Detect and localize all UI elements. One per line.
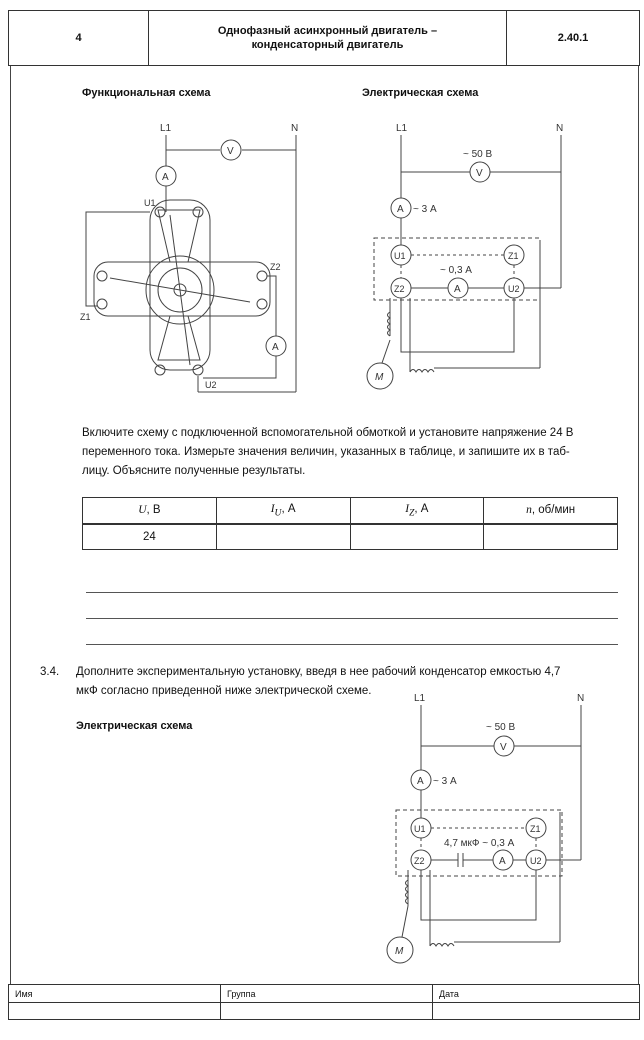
es1-label-u1: U1	[394, 251, 406, 261]
es2-cap-current: 4,7 мкФ ~ 0,3 А	[444, 838, 515, 849]
task-3-4-number: 3.4.	[40, 666, 60, 678]
es2-motor-m: M	[395, 946, 404, 957]
electrical-scheme-2-heading: Электрическая схема	[76, 720, 193, 732]
task-3-4-line1: Дополните экспериментальную установку, введя в нее рабочий конденсатор емкостью 4,7	[76, 666, 561, 678]
fs-label-z1: Z1	[80, 312, 91, 322]
es1-label-u2: U2	[508, 284, 520, 294]
es1-current-aux: ~ 0,3 А	[440, 265, 472, 276]
footer-group-label: Группа	[227, 989, 256, 999]
es2-label-u1: U1	[414, 824, 426, 834]
footer-date-label: Дата	[439, 989, 459, 999]
fs-label-u1: U1	[144, 198, 156, 208]
fs-label-z2: Z2	[270, 262, 281, 272]
instruction-line3: лицу. Объясните полученные результаты.	[82, 465, 306, 477]
es2-label-z1: Z1	[530, 824, 541, 834]
header-number: 4	[9, 11, 149, 65]
header-cell-n: n, об/мин	[484, 498, 618, 524]
fs-label-n: N	[291, 123, 299, 134]
es2-label-u2: U2	[530, 856, 542, 866]
es1-label-n: N	[556, 123, 564, 134]
es1-label-z2: Z2	[394, 284, 405, 294]
es1-current-main: ~ 3 А	[413, 204, 437, 215]
footer-name-cell[interactable]	[9, 985, 221, 1019]
es2-ammeter-top-a: A	[417, 776, 424, 787]
es2-label-l1: L1	[414, 693, 426, 704]
instruction-line2: переменного тока. Измерьте значения величин, указанных в таблице, и запишите их в таб-	[82, 446, 570, 458]
fs-label-l1: L1	[160, 123, 172, 134]
footer-table	[8, 984, 640, 1020]
es2-label-z2: Z2	[414, 856, 425, 866]
header-title-line2: конденсаторный двигатель	[251, 39, 404, 51]
es1-voltage-label: ~ 50 В	[463, 149, 493, 160]
header-title-line1: Однофазный асинхронный двигатель –	[217, 25, 438, 37]
es2-voltmeter-v: V	[500, 742, 507, 753]
fs-ammeter-top-a: A	[162, 172, 169, 183]
es2-current-main: ~ 3 А	[433, 776, 457, 787]
es2-ammeter-mid-a: A	[499, 856, 506, 867]
header-cell-iz: $I_Z$, А	[350, 498, 484, 524]
es1-label-l1: L1	[396, 123, 408, 134]
fs-voltmeter-v: V	[227, 146, 234, 157]
es1-voltmeter-v: V	[476, 168, 483, 179]
instruction-line1: Включите схему с подключенной вспомогательной обмоткой и установите напряжение 24 В	[82, 427, 574, 439]
footer-divider	[433, 1002, 639, 1003]
cell-u-value: 24	[83, 524, 217, 550]
es1-label-z1: Z1	[508, 251, 519, 261]
footer-group-cell[interactable]	[221, 985, 433, 1019]
functional-scheme-heading: Функциональная схема	[82, 87, 211, 99]
fs-label-u2: U2	[205, 380, 217, 390]
es1-ammeter-top-a: A	[397, 204, 404, 215]
footer-name-label: Имя	[15, 989, 33, 999]
electrical-scheme-1-heading: Электрическая схема	[362, 87, 479, 99]
es1-motor-m: M	[375, 372, 384, 383]
es2-label-n: N	[577, 693, 585, 704]
es1-ammeter-mid-a: A	[454, 284, 461, 295]
es2-voltage-label: ~ 50 В	[486, 722, 516, 733]
fs-ammeter-right-a: A	[272, 342, 279, 353]
header-cell-iu: $I_U$, А	[216, 498, 350, 524]
footer-date-cell[interactable]	[433, 985, 639, 1019]
task-3-4-line2: мкФ согласно приведенной ниже электрической схеме.	[76, 685, 372, 697]
header-cell-u: U, В	[83, 498, 217, 524]
header-code: 2.40.1	[557, 32, 589, 44]
footer-divider	[9, 1002, 220, 1003]
footer-divider	[221, 1002, 432, 1003]
